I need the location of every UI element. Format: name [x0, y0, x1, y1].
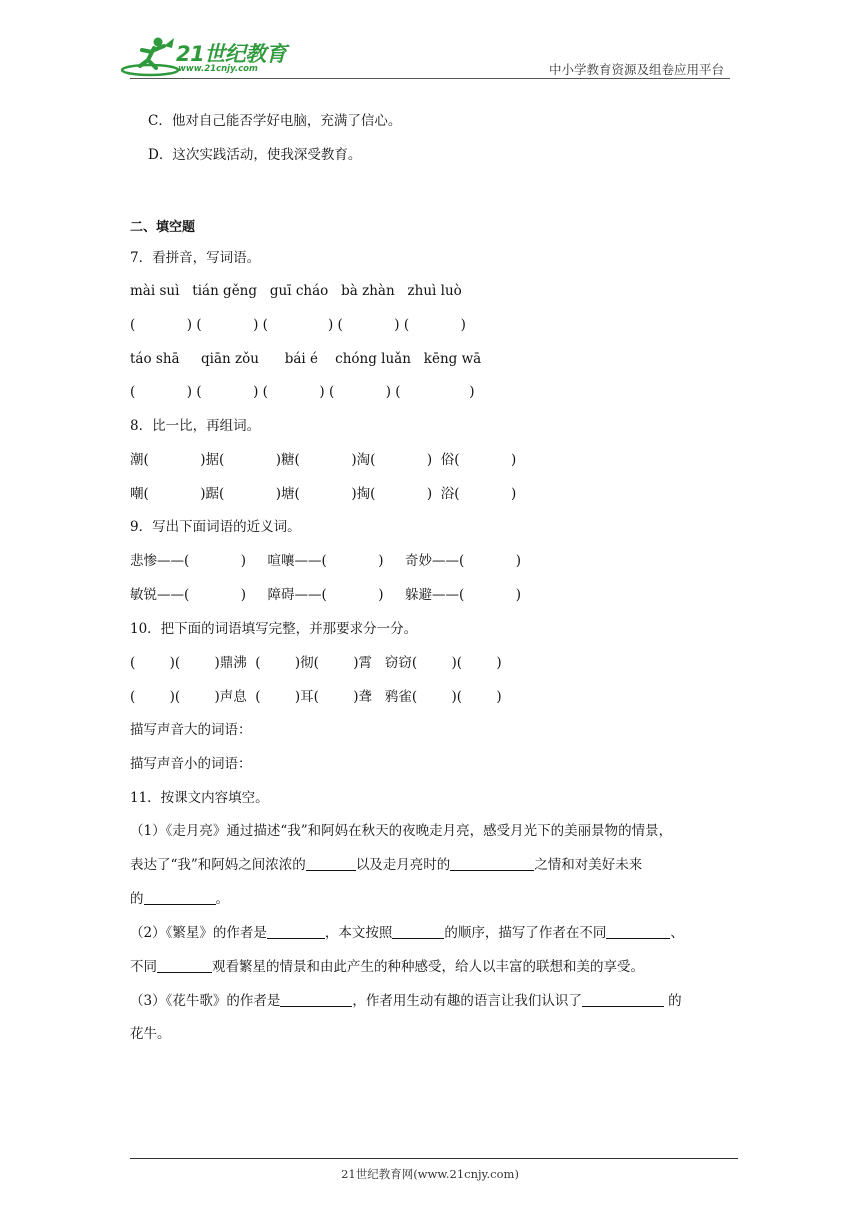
q9-stem: 9．写出下面词语的近义词。 [130, 519, 301, 535]
q9-row-1: 悲惨——( ) 喧嚷——( ) 奇妙——( ) [130, 553, 521, 569]
q7-pinyin-row-1: mài suì tián gěng guī cháo bà zhàn zhuì luò [130, 283, 462, 299]
section-title: 二、填空题 [130, 220, 196, 235]
fill-blank[interactable] [267, 924, 325, 939]
q11-part-1-line-1: （1）《走月亮》通过描述“我”和阿妈在秋天的夜晚走月亮，感受月光下的美丽景物的情景， [130, 823, 673, 839]
q11-part-3-line-1: （3）《花牛歌》的作者是 ，作者用生动有趣的语言让我们认识了 的 [130, 993, 682, 1009]
header-platform-name: 中小学教育资源及组卷应用平台 [548, 62, 724, 77]
option-d: D．这次实践活动，使我深受教育。 [148, 147, 362, 163]
q7-pinyin-row-2: táo shā qiān zǒu bái é chóng luǎn kēng wā [130, 351, 482, 367]
q11-part-2-line-1: （2）《繁星》的作者是 ，本文按照 的顺序，描写了作者在不同 、 [130, 925, 684, 941]
site-logo [120, 34, 290, 80]
q9-row-2: 敏锐——( ) 障碍——( ) 躲避——( ) [130, 587, 521, 603]
footer-divider [130, 1158, 738, 1159]
q8-row-1: 潮( )据( )糖( )淘( ) 俗( ) [130, 452, 517, 468]
logo-text: 21世纪教育 [176, 42, 287, 66]
option-c: C．他对自己能否学好电脑，充满了信心。 [148, 113, 402, 129]
q10-loud-words: 描写声音大的词语： [130, 722, 252, 738]
fill-blank[interactable] [582, 992, 664, 1007]
q10-quiet-words: 描写声音小的词语： [130, 756, 252, 772]
fill-blank[interactable] [157, 958, 212, 973]
q8-stem: 8．比一比，再组词。 [130, 418, 261, 434]
q11-stem: 11．按课文内容填空。 [130, 790, 269, 806]
fill-blank[interactable] [306, 856, 356, 871]
q7-blanks-row-2: ( ) ( ) ( ) ( ) ( ) [130, 384, 475, 400]
fill-blank[interactable] [606, 924, 670, 939]
q11-part-2-line-2: 不同 观看繁星的情景和由此产生的种种感受，给人以丰富的联想和美的享受。 [130, 959, 644, 975]
fill-blank[interactable] [280, 992, 352, 1007]
fill-blank[interactable] [144, 890, 216, 905]
fill-blank[interactable] [392, 924, 444, 939]
q10-row-2: ( )( )声息 ( )耳( )聋 鸦雀( )( ) [130, 689, 502, 705]
footer-text: 21世纪教育网(www.21cnjy.com) [341, 1167, 519, 1181]
q8-row-2: 嘲( )踞( )塘( )掏( ) 浴( ) [130, 486, 517, 502]
q7-blanks-row-1: ( ) ( ) ( ) ( ) ( ) [130, 317, 466, 333]
header-divider [130, 78, 730, 79]
fill-blank[interactable] [450, 856, 534, 871]
q11-part-3-line-2: 花牛。 [130, 1026, 171, 1042]
q11-part-1-line-3: 的 。 [130, 891, 229, 907]
runner-icon [120, 34, 180, 80]
logo-url: www.21cnjy.com [178, 64, 258, 74]
q7-stem: 7．看拼音，写词语。 [130, 250, 261, 266]
q10-stem: 10．把下面的词语填写完整，并那要求分一分。 [130, 621, 418, 637]
q11-part-1-line-2: 表达了“我”和阿妈之间浓浓的 以及走月亮时的 之情和对美好未来 [130, 857, 643, 873]
q10-row-1: ( )( )鼎沸 ( )彻( )霄 窃窃( )( ) [130, 655, 502, 671]
